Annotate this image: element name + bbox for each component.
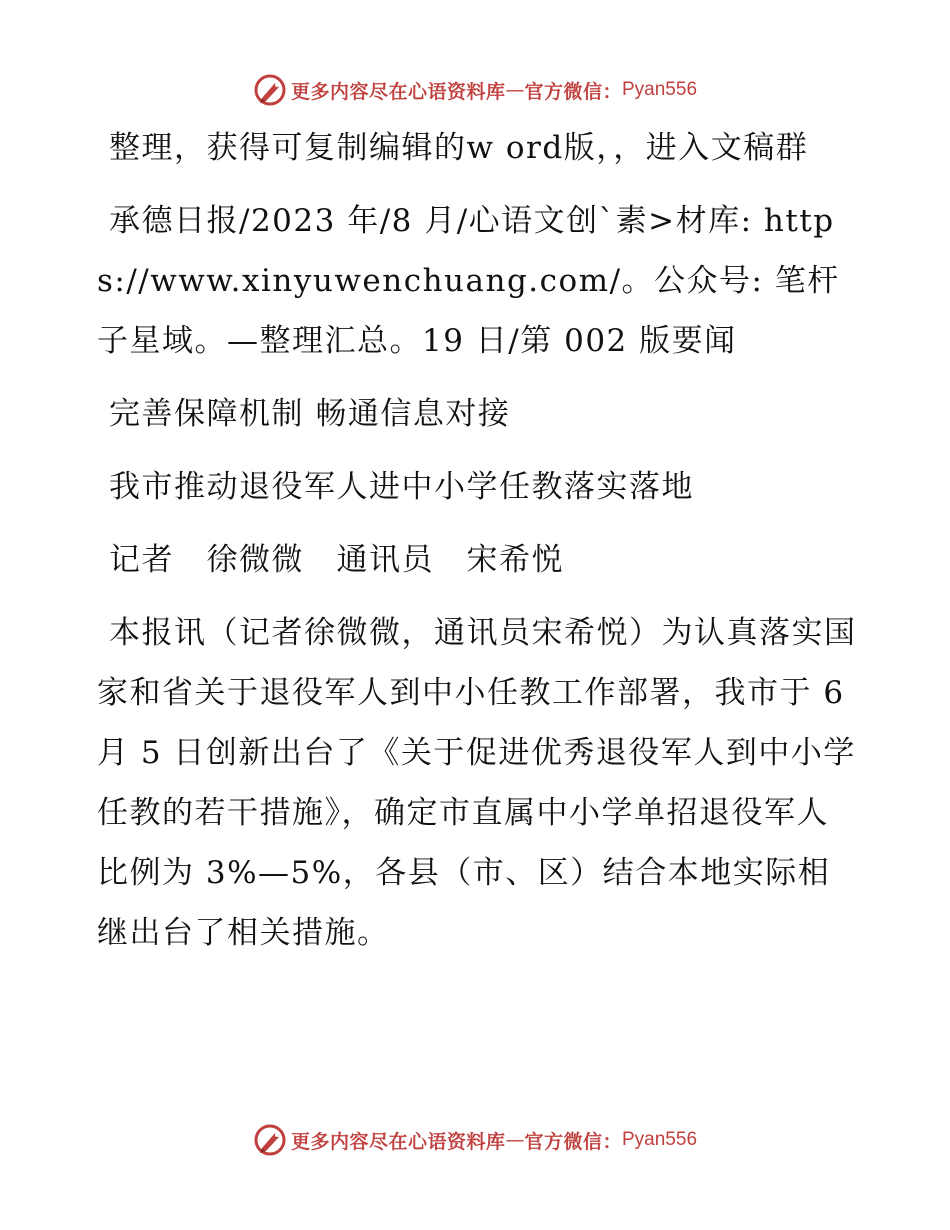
paragraph-source-line: 承德日报/2023 年/8 月/心语文创`素>材库: https://www.xinyuwenchuang.com/。公众号: 笔杆子星域。—整理汇总。19 日/第 002 版要闻 [97, 203, 840, 359]
paragraph-intro-note: 整理，获得可复制编辑的w ord版，，进入文稿群 [109, 130, 809, 166]
pen-logo-icon [253, 73, 287, 107]
banner-main-text: 更多内容尽在心语资料库 [290, 1130, 506, 1153]
article-headline-main: 我市推动退役军人进中小学任教落实落地 [109, 469, 694, 505]
header-watermark-banner [0, 70, 950, 110]
banner-separator: — [505, 79, 525, 101]
footer-watermark-banner [0, 1120, 950, 1160]
banner-separator: — [505, 1129, 525, 1151]
banner-wechat-label: 官方微信： [524, 80, 622, 103]
document-body [97, 118, 857, 976]
article-byline: 记者 徐微微 通讯员 宋希悦 [109, 542, 564, 578]
banner-wechat-label: 官方微信： [524, 1130, 622, 1153]
banner-wechat-id: Pyan556 [622, 1129, 698, 1150]
pen-logo-icon [253, 1123, 287, 1157]
article-headline-sub: 完善保障机制 畅通信息对接 [109, 396, 511, 432]
banner-wechat-id: Pyan556 [622, 79, 698, 100]
banner-main-text: 更多内容尽在心语资料库 [290, 80, 506, 103]
article-body-paragraph: 本报讯（记者徐微微，通讯员宋希悦）为认真落实国家和省关于退役军人到中小任教工作部署，我市于 6 月 5 日创新出台了《关于促进优秀退役军人到中小学任教的若干措施》，确定市直属中小学单招退役军人比例为 3%—5%，各县（市、区）结合本地实际相继出台了相关措施。 [97, 615, 857, 951]
